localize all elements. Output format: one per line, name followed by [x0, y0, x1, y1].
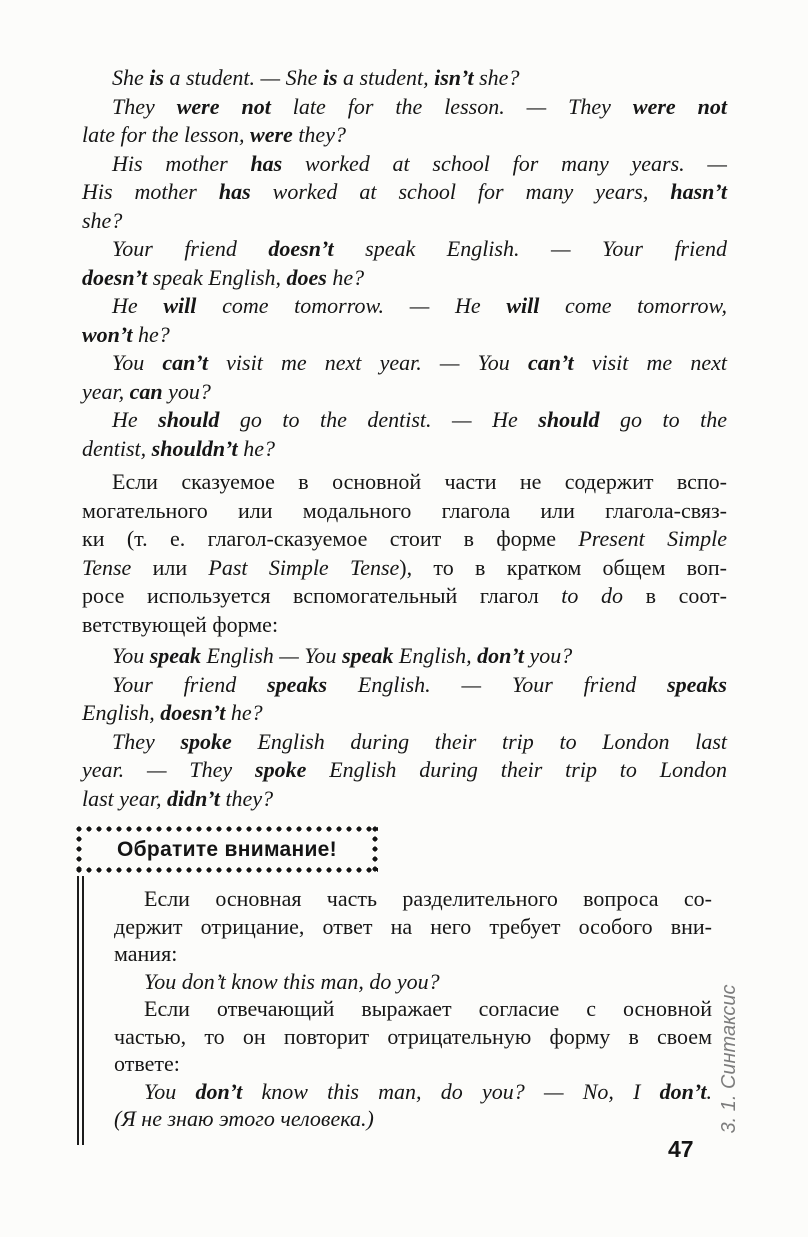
- text-segment: he?: [225, 700, 263, 725]
- text-segment: year,: [82, 378, 130, 404]
- text-segment: late for the lesson,: [82, 122, 251, 147]
- text-line: [82, 699, 727, 728]
- text-segment: Present Simple: [578, 526, 728, 551]
- text-line: [114, 913, 712, 941]
- text-segment: has: [218, 179, 251, 204]
- text-line: [114, 1050, 712, 1078]
- text-segment: You: [112, 350, 163, 375]
- text-segment: he?: [237, 435, 275, 461]
- text-line: [82, 785, 727, 814]
- text-segment: go to the dentist. — He: [219, 407, 539, 432]
- text-line: [82, 671, 727, 700]
- text-line: [82, 642, 727, 671]
- text-segment: ки (т. е. глагол-сказуемое стоит в форме: [82, 526, 579, 551]
- text-segment: He: [112, 293, 164, 318]
- text-segment: worked at school for many years. —: [282, 150, 727, 176]
- text-line: [82, 611, 727, 640]
- text-segment: speak: [342, 643, 394, 668]
- text-line: [82, 497, 727, 526]
- text-segment: частью, то он повторит отрицательную форму в своем: [114, 1023, 712, 1049]
- text-segment: will: [506, 293, 540, 318]
- text-line: [82, 525, 727, 554]
- text-segment: speak: [149, 643, 202, 668]
- text-segment: speak English,: [147, 264, 287, 290]
- text-segment: speak English. — Your friend: [333, 236, 727, 261]
- text-segment: were not: [632, 93, 727, 119]
- text-segment: doesn’t: [268, 236, 334, 261]
- text-segment: is: [322, 65, 338, 90]
- text-line: [82, 321, 727, 350]
- text-segment: Tense: [82, 554, 132, 580]
- text-segment: know this man, do you? — No, I: [242, 1078, 660, 1104]
- text-line: [114, 1105, 712, 1133]
- text-segment: English during their trip to London last: [231, 728, 728, 754]
- text-segment: ответе:: [114, 1051, 180, 1076]
- text-line: [82, 235, 727, 264]
- text-segment: English. — Your friend: [327, 671, 668, 697]
- text-segment: Если отвечающий выражает согласие с основной: [144, 996, 712, 1021]
- text-line: [82, 292, 727, 321]
- text-segment: last year,: [82, 785, 167, 811]
- text-segment: is: [149, 65, 164, 90]
- text-line: [82, 378, 727, 407]
- text-segment: She: [112, 65, 150, 90]
- text-segment: You: [112, 643, 150, 668]
- text-segment: hasn’t: [670, 179, 727, 204]
- text-segment: His mother: [112, 150, 251, 176]
- tag-question-examples-block-1: [82, 64, 727, 463]
- text-segment: to do: [561, 583, 623, 608]
- text-line: [82, 756, 727, 785]
- text-line: [82, 93, 727, 122]
- text-segment: will: [163, 293, 197, 318]
- text-line: [82, 264, 727, 293]
- text-segment: he?: [132, 321, 170, 347]
- explanation-paragraph: [82, 468, 727, 639]
- text-segment: spoke: [180, 728, 232, 754]
- text-segment: spoke: [255, 757, 307, 782]
- text-segment: ), то в кратком общем воп-: [399, 554, 727, 580]
- text-line: [82, 406, 727, 435]
- text-segment: Past Simple Tense: [208, 554, 400, 580]
- text-segment: (Я не знаю этого человека.): [114, 1106, 374, 1131]
- text-segment: English during their trip to London: [306, 757, 727, 782]
- text-segment: were: [250, 122, 293, 147]
- text-segment: he?: [326, 264, 365, 290]
- text-segment: won’t: [82, 321, 133, 347]
- text-segment: You: [144, 1078, 196, 1104]
- text-line: [82, 435, 727, 464]
- text-segment: come tomorrow. — He: [196, 293, 507, 318]
- text-segment: или: [131, 554, 209, 580]
- text-segment: Your friend: [112, 236, 269, 261]
- tag-question-examples-block-2: [82, 642, 727, 813]
- text-segment: has: [250, 150, 283, 176]
- text-segment: worked at school for many years,: [250, 179, 671, 204]
- text-segment: You don’t know this man, do you?: [144, 968, 440, 994]
- text-line: [114, 940, 712, 968]
- text-segment: she?: [82, 207, 123, 233]
- text-line: [82, 582, 727, 611]
- text-segment: He: [112, 407, 159, 432]
- text-segment: росе используется вспомогательный глагол: [82, 583, 562, 608]
- text-segment: go to the: [599, 407, 727, 432]
- text-segment: English,: [82, 700, 161, 725]
- text-segment: year. — They: [82, 757, 256, 782]
- text-segment: you?: [523, 643, 573, 668]
- text-segment: Если основная часть разделительного вопроса со-: [144, 886, 712, 911]
- text-segment: They: [112, 93, 177, 119]
- text-line: [82, 554, 727, 583]
- text-segment: can’t: [162, 350, 208, 375]
- text-segment: a student. — She: [163, 65, 323, 90]
- text-segment: were not: [176, 93, 271, 119]
- text-segment: they?: [219, 785, 274, 811]
- text-segment: Если сказуемое в основной части не содержит вспо-: [112, 469, 727, 494]
- text-line: [82, 121, 727, 150]
- page-number: 47: [668, 1136, 694, 1162]
- text-segment: speaks: [267, 671, 328, 697]
- text-segment: .: [706, 1078, 712, 1104]
- text-segment: didn’t: [166, 785, 220, 811]
- text-segment: you?: [162, 378, 211, 404]
- chapter-sidebar-label: 3. 1. Синтаксис: [718, 984, 740, 1134]
- note-block: [77, 876, 712, 1145]
- text-segment: speaks: [667, 671, 727, 697]
- text-segment: мания:: [114, 941, 178, 966]
- text-line: [82, 468, 727, 497]
- text-segment: в соот-: [623, 583, 727, 608]
- text-segment: doesn’t: [160, 700, 226, 725]
- text-segment: doesn’t: [82, 264, 148, 290]
- text-segment: can: [129, 378, 163, 404]
- text-line: [82, 349, 727, 378]
- text-segment: come tomorrow,: [539, 293, 728, 318]
- text-line: [114, 1078, 712, 1106]
- text-line: [82, 728, 727, 757]
- text-line: [114, 885, 712, 913]
- text-line: [82, 178, 727, 207]
- text-line: [114, 995, 712, 1023]
- text-segment: His mother: [82, 179, 219, 204]
- text-segment: English,: [393, 643, 478, 668]
- text-segment: should: [538, 407, 600, 432]
- text-segment: don’t: [195, 1078, 243, 1104]
- text-segment: English — You: [201, 643, 343, 668]
- text-line: [82, 207, 727, 236]
- text-segment: late for the lesson. — They: [270, 93, 633, 119]
- text-segment: They: [112, 728, 181, 754]
- text-line: [82, 150, 727, 179]
- text-segment: should: [158, 407, 220, 432]
- text-segment: they?: [292, 122, 346, 147]
- text-segment: can’t: [527, 350, 574, 375]
- text-line: [82, 64, 727, 93]
- text-line: [114, 1023, 712, 1051]
- attention-box-label: Обратите внимание!: [117, 837, 337, 861]
- text-segment: a student,: [337, 65, 435, 90]
- text-segment: don’t: [659, 1078, 707, 1104]
- text-segment: don’t: [477, 643, 524, 668]
- text-segment: dentist,: [82, 435, 152, 461]
- text-segment: isn’t: [434, 65, 474, 90]
- attention-box: [76, 826, 378, 873]
- text-segment: does: [286, 264, 327, 290]
- text-segment: могательного или модального глагола или глагола-связ-: [82, 497, 727, 523]
- text-segment: держит отрицание, ответ на него требует особого вни-: [114, 913, 712, 939]
- text-line: [114, 968, 712, 996]
- text-segment: visit me next year. — You: [208, 350, 528, 375]
- text-segment: ветствующей форме:: [82, 611, 279, 637]
- text-segment: Your friend: [112, 671, 268, 697]
- text-segment: shouldn’t: [151, 435, 238, 461]
- text-segment: she?: [473, 65, 520, 90]
- text-segment: visit me next: [573, 350, 727, 375]
